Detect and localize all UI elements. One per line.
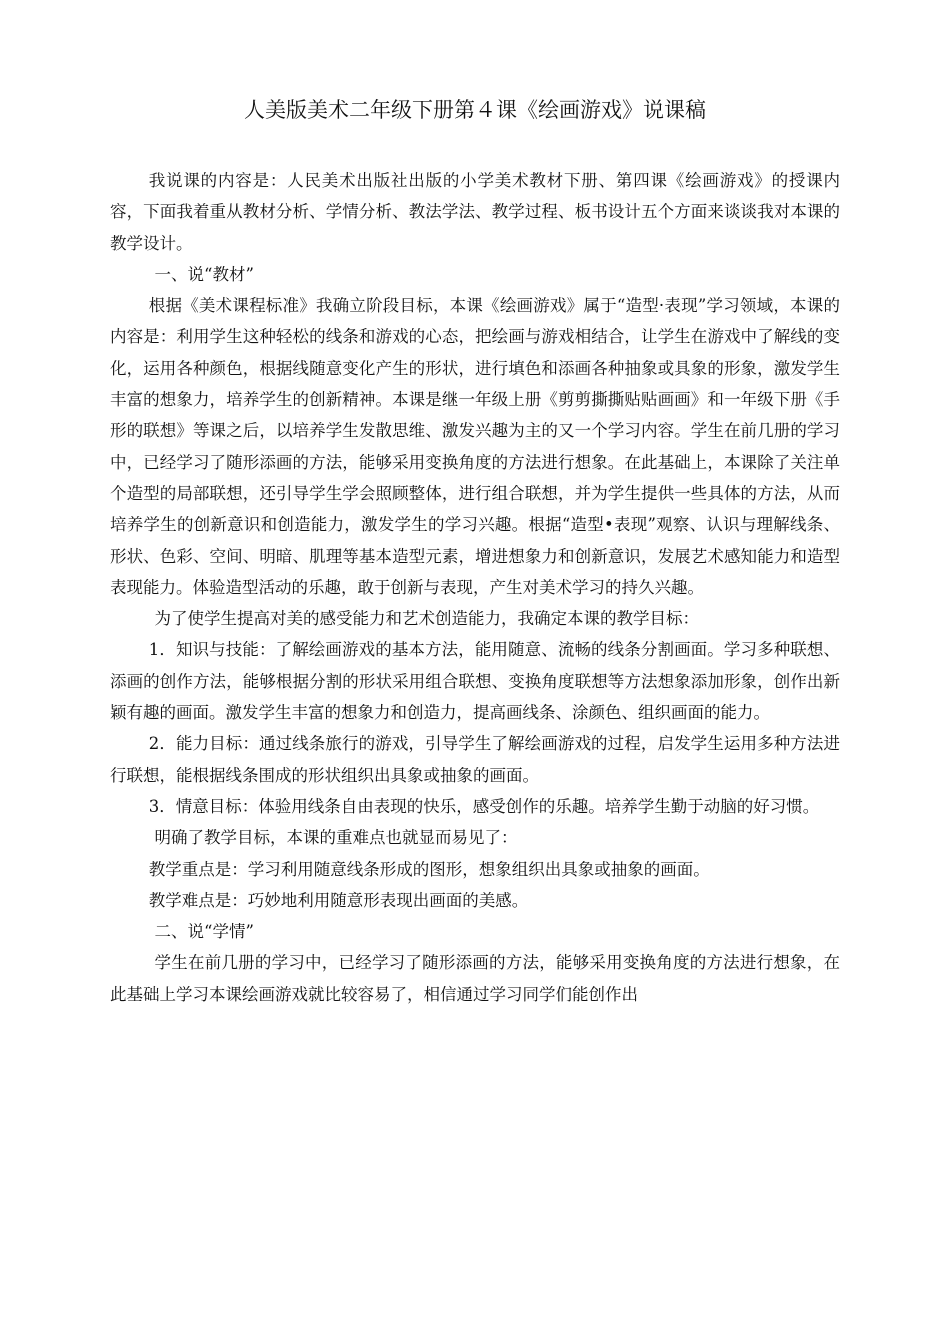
intro-paragraph: 我说课的内容是：人民美术出版社出版的小学美术教材下册、第四课《绘画游戏》的授课内容，下面我着重从教材分析、学情分析、教法学法、教学过程、板书设计五个方面来谈谈我对本课的教学设计。 [110, 171, 840, 253]
key-points-intro-paragraph: 明确了教学目标，本课的重难点也就显而易见了： [154, 828, 518, 848]
objective-knowledge-paragraph: 1．知识与技能：了解绘画游戏的基本方法，能用随意、流畅的线条分割画面。学习多种联想、添画的创作方法，能够根据分割的形状采用组合联想、变换角度联想等方法想象添加形象，创作出新颖有趣的画面。激发学生丰富的想象力和创造力，提高画线条、涂颜色、组织画面的能力。 [110, 640, 840, 723]
section-heading-textbook: 一、说“教材” [154, 264, 254, 284]
key-point-paragraph: 教学重点是：学习利用随意线条形成的图形，想象组织出具象或抽象的画面。 [148, 859, 710, 879]
textbook-analysis-paragraph: 根据《美术课程标准》我确立阶段目标，本课《绘画游戏》属于“造型·表现”学习领域，本课的内容是：利用学生这种轻松的线条和游戏的心态，把绘画与游戏相结合，让学生在游戏中了解线的变化，运用各种颜色，根据线随意变化产生的形状，进行填色和添画各种抽象或具象的形象，激发学生丰富的想象力，培养学生的创新精神。本课是继一年级上册《剪剪撕撕贴贴画画》和一年级下册《手形的联想》等课之后，以培养学生发散思维、激发兴趣为主的又一个学习内容。学生在前几册的学习中，已经学习了随形添画的方法，能够采用变换角度的方法进行想象。在此基础上，本课除了关注单个造型的局部联想，还引导学生学会照顾整体，进行组合联想，并为学生提供一些具体的方法，从而培养学生的创新意识和创造能力，激发学生的学习兴趣。根据“造型•表现”观察、认识与理解线条、形状、色彩、空间、明暗、肌理等基本造型元素，增进想象力和创新意识，发展艺术感知能力和造型表现能力。体验造型活动的乐趣，敢于创新与表现，产生对美术学习的持久兴趣。 [110, 296, 840, 597]
objective-ability-paragraph: 2．能力目标：通过线条旅行的游戏，引导学生了解绘画游戏的过程，启发学生运用多种方法进行联想，能根据线条围成的形状组织出具象或抽象的画面。 [110, 734, 840, 785]
document-body [110, 165, 840, 1010]
objective-emotion-paragraph: 3．情意目标：体验用线条自由表现的快乐，感受创作的乐趣。培养学生勤于动脑的好习惯。 [148, 796, 820, 816]
section-heading-learners: 二、说“学情” [154, 922, 254, 942]
learner-analysis-paragraph: 学生在前几册的学习中，已经学习了随形添画的方法，能够采用变换角度的方法进行想象，在此基础上学习本课绘画游戏就比较容易了，相信通过学习同学们能创作出 [110, 953, 840, 1004]
objectives-intro-paragraph: 为了使学生提高对美的感受能力和艺术创造能力，我确定本课的教学目标： [154, 609, 700, 629]
difficult-point-paragraph: 教学难点是：巧妙地利用随意形表现出画面的美感。 [148, 890, 529, 910]
document-title: 人美版美术二年级下册第４课《绘画游戏》说课稿 [244, 98, 706, 122]
